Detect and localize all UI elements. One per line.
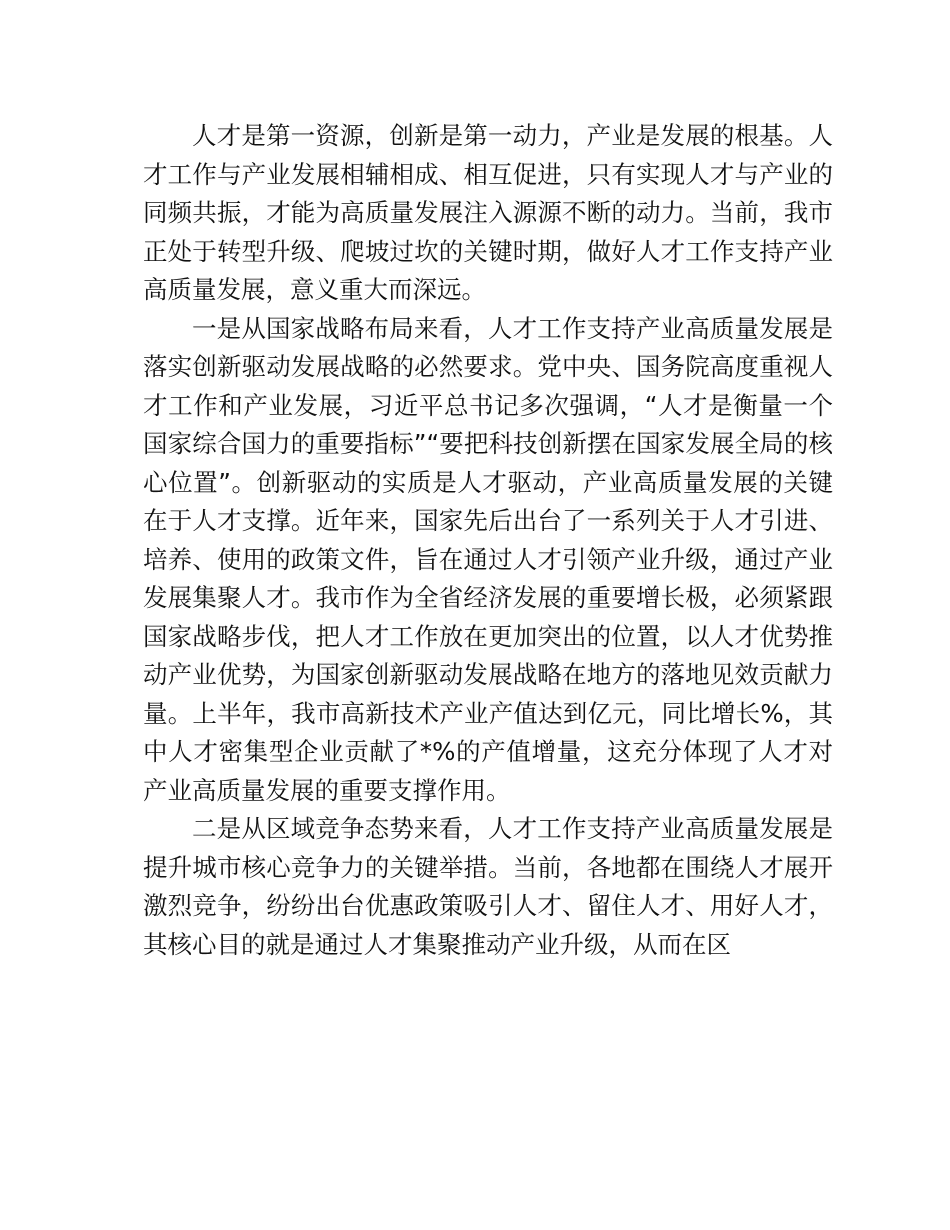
paragraph-regional-competition: 二是从区域竞争态势来看，人才工作支持产业高质量发展是提升城市核心竞争力的关键举措。当前，各地都在围绕人才展开激烈竞争，纷纷出台优惠政策吸引人才、留住人才、用好人才，其核心目的就是通过人才集聚推动产业升级，从而在区 <box>143 814 833 959</box>
paragraph-intro: 人才是第一资源，创新是第一动力，产业是发展的根基。人才工作与产业发展相辅相成、相互促进，只有实现人才与产业的同频共振，才能为高质量发展注入源源不断的动力。当前，我市正处于转型升级、爬坡过坎的关键时期，做好人才工作支持产业高质量发展，意义重大而深远。 <box>143 121 833 304</box>
document-body <box>143 117 833 964</box>
paragraph-national-strategy: 一是从国家战略布局来看，人才工作支持产业高质量发展是落实创新驱动发展战略的必然要求。党中央、国务院高度重视人才工作和产业发展，习近平总书记多次强调，“人才是衡量一个国家综合国力的重要指标”“要把科技创新摆在国家发展全局的核心位置”。创新驱动的实质是人才驱动，产业高质量发展的关键在于人才支撑。近年来，国家先后出台了一系列关于人才引进、培养、使用的政策文件，旨在通过人才引领产业升级，通过产业发展集聚人才。我市作为全省经济发展的重要增长极，必须紧跟国家战略步伐，把人才工作放在更加突出的位置，以人才优势推动产业优势，为国家创新驱动发展战略在地方的落地见效贡献力量。上半年，我市高新技术产业产值达到亿元，同比增长%，其中人才密集型企业贡献了*%的产值增量，这充分体现了人才对产业高质量发展的重要支撑作用。 <box>143 313 833 805</box>
